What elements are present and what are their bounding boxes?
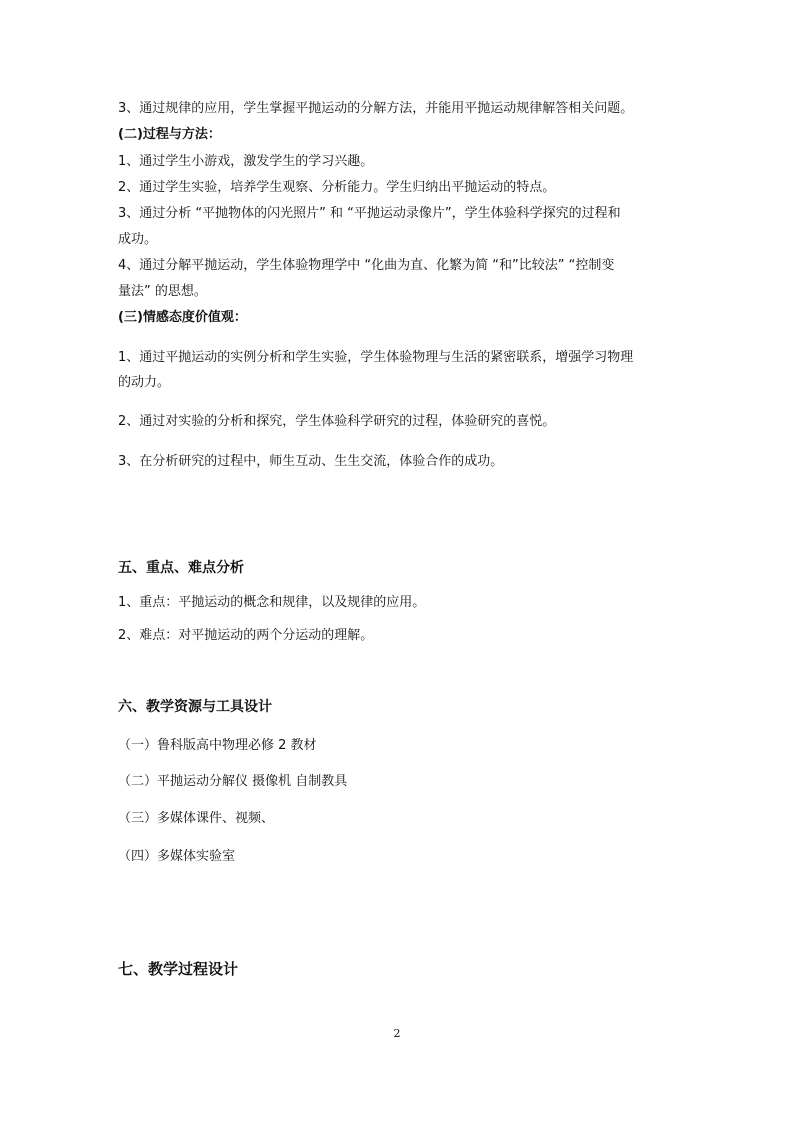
section-6-item-2: （二）平抛运动分解仪 摄像机 自制教具 [118,774,348,789]
section-5-item-2: 2、难点：对平抛运动的两个分运动的理解。 [118,628,374,643]
section-6-item-1: （一）鲁科版高中物理必修 2 教材 [118,738,317,753]
section-6-item-4: （四）多媒体实验室 [118,849,236,864]
section-5-heading: 五、重点、难点分析 [118,560,244,576]
process-item-4-line-1: 4、通过分解平抛运动，学生体验物理学中 “化曲为直、化繁为简 “和”比较法” “控制变 [118,258,615,273]
process-item-3-line-2: 成功。 [118,232,158,247]
process-heading: (二)过程与方法： [118,127,221,142]
process-item-1: 1、通过学生小游戏，激发学生的学习兴趣。 [118,154,374,169]
section-6-heading: 六、教学资源与工具设计 [118,699,272,715]
process-item-4-line-2: 量法” 的思想。 [118,284,207,299]
section-6-item-3: （三）多媒体课件、视频、 [118,811,275,826]
process-item-2: 2、通过学生实验，培养学生观察、分析能力。学生归纳出平抛运动的特点。 [118,180,556,195]
section-7-heading: 七、教学过程设计 [118,960,239,978]
process-item-3-line-1: 3、通过分析 “平抛物体的闪光照片” 和 “平抛运动录像片”，学生体验科学探究的过程和 [118,206,621,221]
emotion-item-2: 2、通过对实验的分析和探究，学生体验科学研究的过程，体验研究的喜悦。 [118,414,556,429]
emotion-item-1-line-1: 1、通过平抛运动的实例分析和学生实验，学生体验物理与生活的紧密联系，增强学习物理 [118,350,634,365]
section-5-item-1: 1、重点：平抛运动的概念和规律，以及规律的应用。 [118,595,426,610]
knowledge-item-3: 3、通过规律的应用，学生掌握平抛运动的分解方法，并能用平抛运动规律解答相关问题。 [118,101,634,116]
emotion-item-3: 3、在分析研究的过程中，师生互动、生生交流，体验合作的成功。 [118,454,504,469]
emotion-item-1-line-2: 的动力。 [118,375,171,390]
page-number: 2 [393,1027,401,1040]
emotion-heading: (三)情感态度价值观： [118,310,247,325]
